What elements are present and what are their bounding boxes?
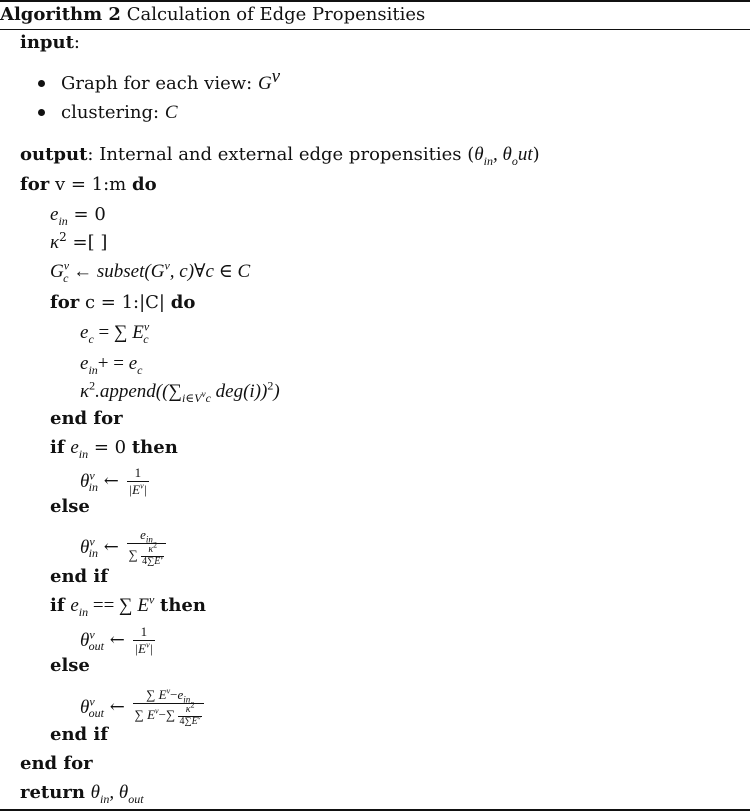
kappa-init-line: $\kappa^2$ =[ ] <box>50 230 108 253</box>
bottom-rule <box>0 809 750 811</box>
bullet-icon <box>38 80 45 87</box>
else-line-2: else <box>50 655 90 676</box>
input-line: input: <box>20 32 80 53</box>
output-line: output: Internal and external edge propensities ($\theta_{in}$, $\theta_out$) <box>20 144 540 168</box>
input-item-graph: Graph for each view: $G^v$ <box>61 66 281 94</box>
for-c-line: for c = 1:|C| do <box>50 292 196 313</box>
output-text: Internal and external edge propensities ($\theta_{in}$, $\theta_out$) <box>99 144 540 168</box>
if-ein-equals-sum-line: if $e_{in}$ == ∑ $E^v$ then <box>50 592 206 619</box>
theta-out-one-over-E-line: $\theta^v_{out}$ ← $\frac{1}{|E^v|}$ <box>80 624 154 656</box>
input-keyword: input <box>20 32 74 53</box>
for-v-line: for v = 1:m do <box>20 174 157 195</box>
algorithm-label: Algorithm 2 <box>0 4 121 25</box>
kappa-append-line: $\kappa^2.append((\sum_{i\in V^vc}$ deg(i))$^2$) <box>80 378 280 405</box>
end-if-line-2: end if <box>50 724 108 745</box>
input-item-clustering: clustering: C <box>61 102 178 123</box>
if-ein-zero-line: if $e_{in} = 0$ then <box>50 437 178 461</box>
end-for-c-line: end for <box>50 408 123 429</box>
end-for-v-line: end for <box>20 753 93 774</box>
theta-in-one-over-E-line: $\theta^v_{in}$ ← $\frac{1}{|E^v|}$ <box>80 465 148 497</box>
bullet-icon <box>38 109 45 116</box>
theta-out-formula-line: $\theta^v_{out}$ ← ∑ $E^v-e_{in}$ ∑ $E^v-\sum$ $\frac{\kappa^2}{4\sum E^v}$ <box>80 688 206 727</box>
caption-rule <box>0 29 750 30</box>
algorithm-title: Calculation of Edge Propensities <box>126 4 426 25</box>
subset-line: $G^v_c$ ← $subset(G^v$, c)∀c ∈ C <box>50 258 251 285</box>
e-in-init-line: $e_{in} = 0$ <box>50 204 106 228</box>
else-line-1: else <box>50 496 90 517</box>
return-line: return $\theta_{in}$, $\theta_{out}$ <box>20 782 144 806</box>
e-c-line: $e_c$ = ∑ $E^v_c$ <box>80 319 150 346</box>
algorithm-caption <box>0 4 425 25</box>
top-rule <box>0 0 750 2</box>
theta-in-formula-line: $\theta^v_{in}$ ← $e_{in}$ ∑ $\frac{\kappa^2}{4\sum E^v}$ <box>80 528 168 567</box>
e-in-accumulate-line: $e_{in}+ = e_c$ <box>80 353 143 377</box>
end-if-line-1: end if <box>50 566 108 587</box>
